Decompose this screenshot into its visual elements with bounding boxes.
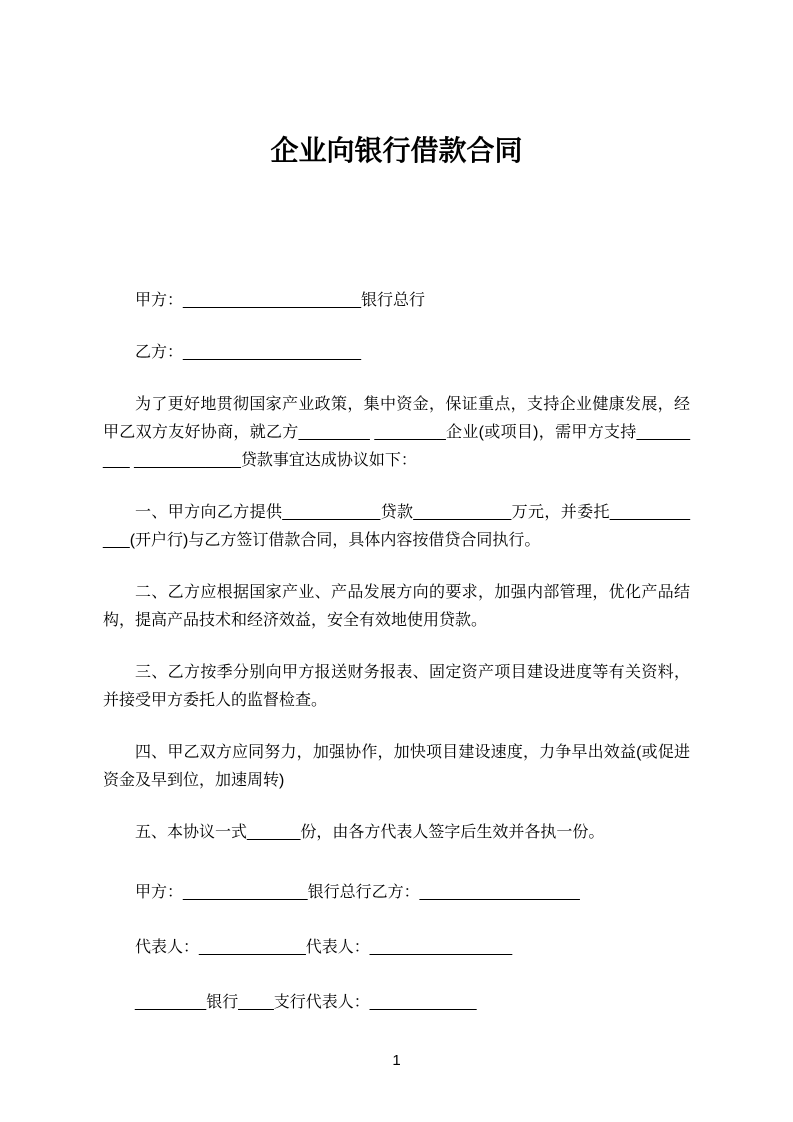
clause-3: 三、乙方按季分别向甲方报送财务报表、固定资产项目建设进度等有关资料，并接受甲方委托人的监督检查。 xyxy=(103,664,690,709)
signature-line-party-a-party-b: 甲方：______________银行总行乙方：__________________ xyxy=(135,884,580,901)
clause-4: 四、甲乙双方应同努力，加强协作，加快项目建设速度，力争早出效益(或促进资金及早到位，加速周转) xyxy=(103,744,690,789)
party-a-line: 甲方：____________________银行总行 xyxy=(135,292,425,309)
signature-line-representatives: 代表人：____________代表人：________________ xyxy=(135,939,513,956)
signature-line-bank-branch: ________银行____支行代表人：____________ xyxy=(135,994,477,1011)
document-title: 企业向银行借款合同 xyxy=(270,135,523,166)
party-b-line: 乙方：____________________ xyxy=(135,344,361,361)
clause-2: 二、乙方应根据国家产业、产品发展方向的要求，加强内部管理，优化产品结构，提高产品技术和经济效益，安全有效地使用贷款。 xyxy=(103,584,690,629)
clause-1: 一、甲方向乙方提供___________贷款___________万元，并委托____________(开户行)与乙方签订借款合同，具体内容按借贷合同执行。 xyxy=(103,504,690,549)
page-number: 1 xyxy=(392,1052,401,1069)
clause-5: 五、本协议一式______份，由各方代表人签字后生效并各执一份。 xyxy=(135,824,605,841)
preamble-paragraph: 为了更好地贯彻国家产业政策，集中资金，保证重点，支持企业健康发展，经甲乙双方友好协商，就乙方________ ________企业(或项目)，需甲方支持_________ ____________贷款事宜达成协议如下： xyxy=(103,396,690,469)
